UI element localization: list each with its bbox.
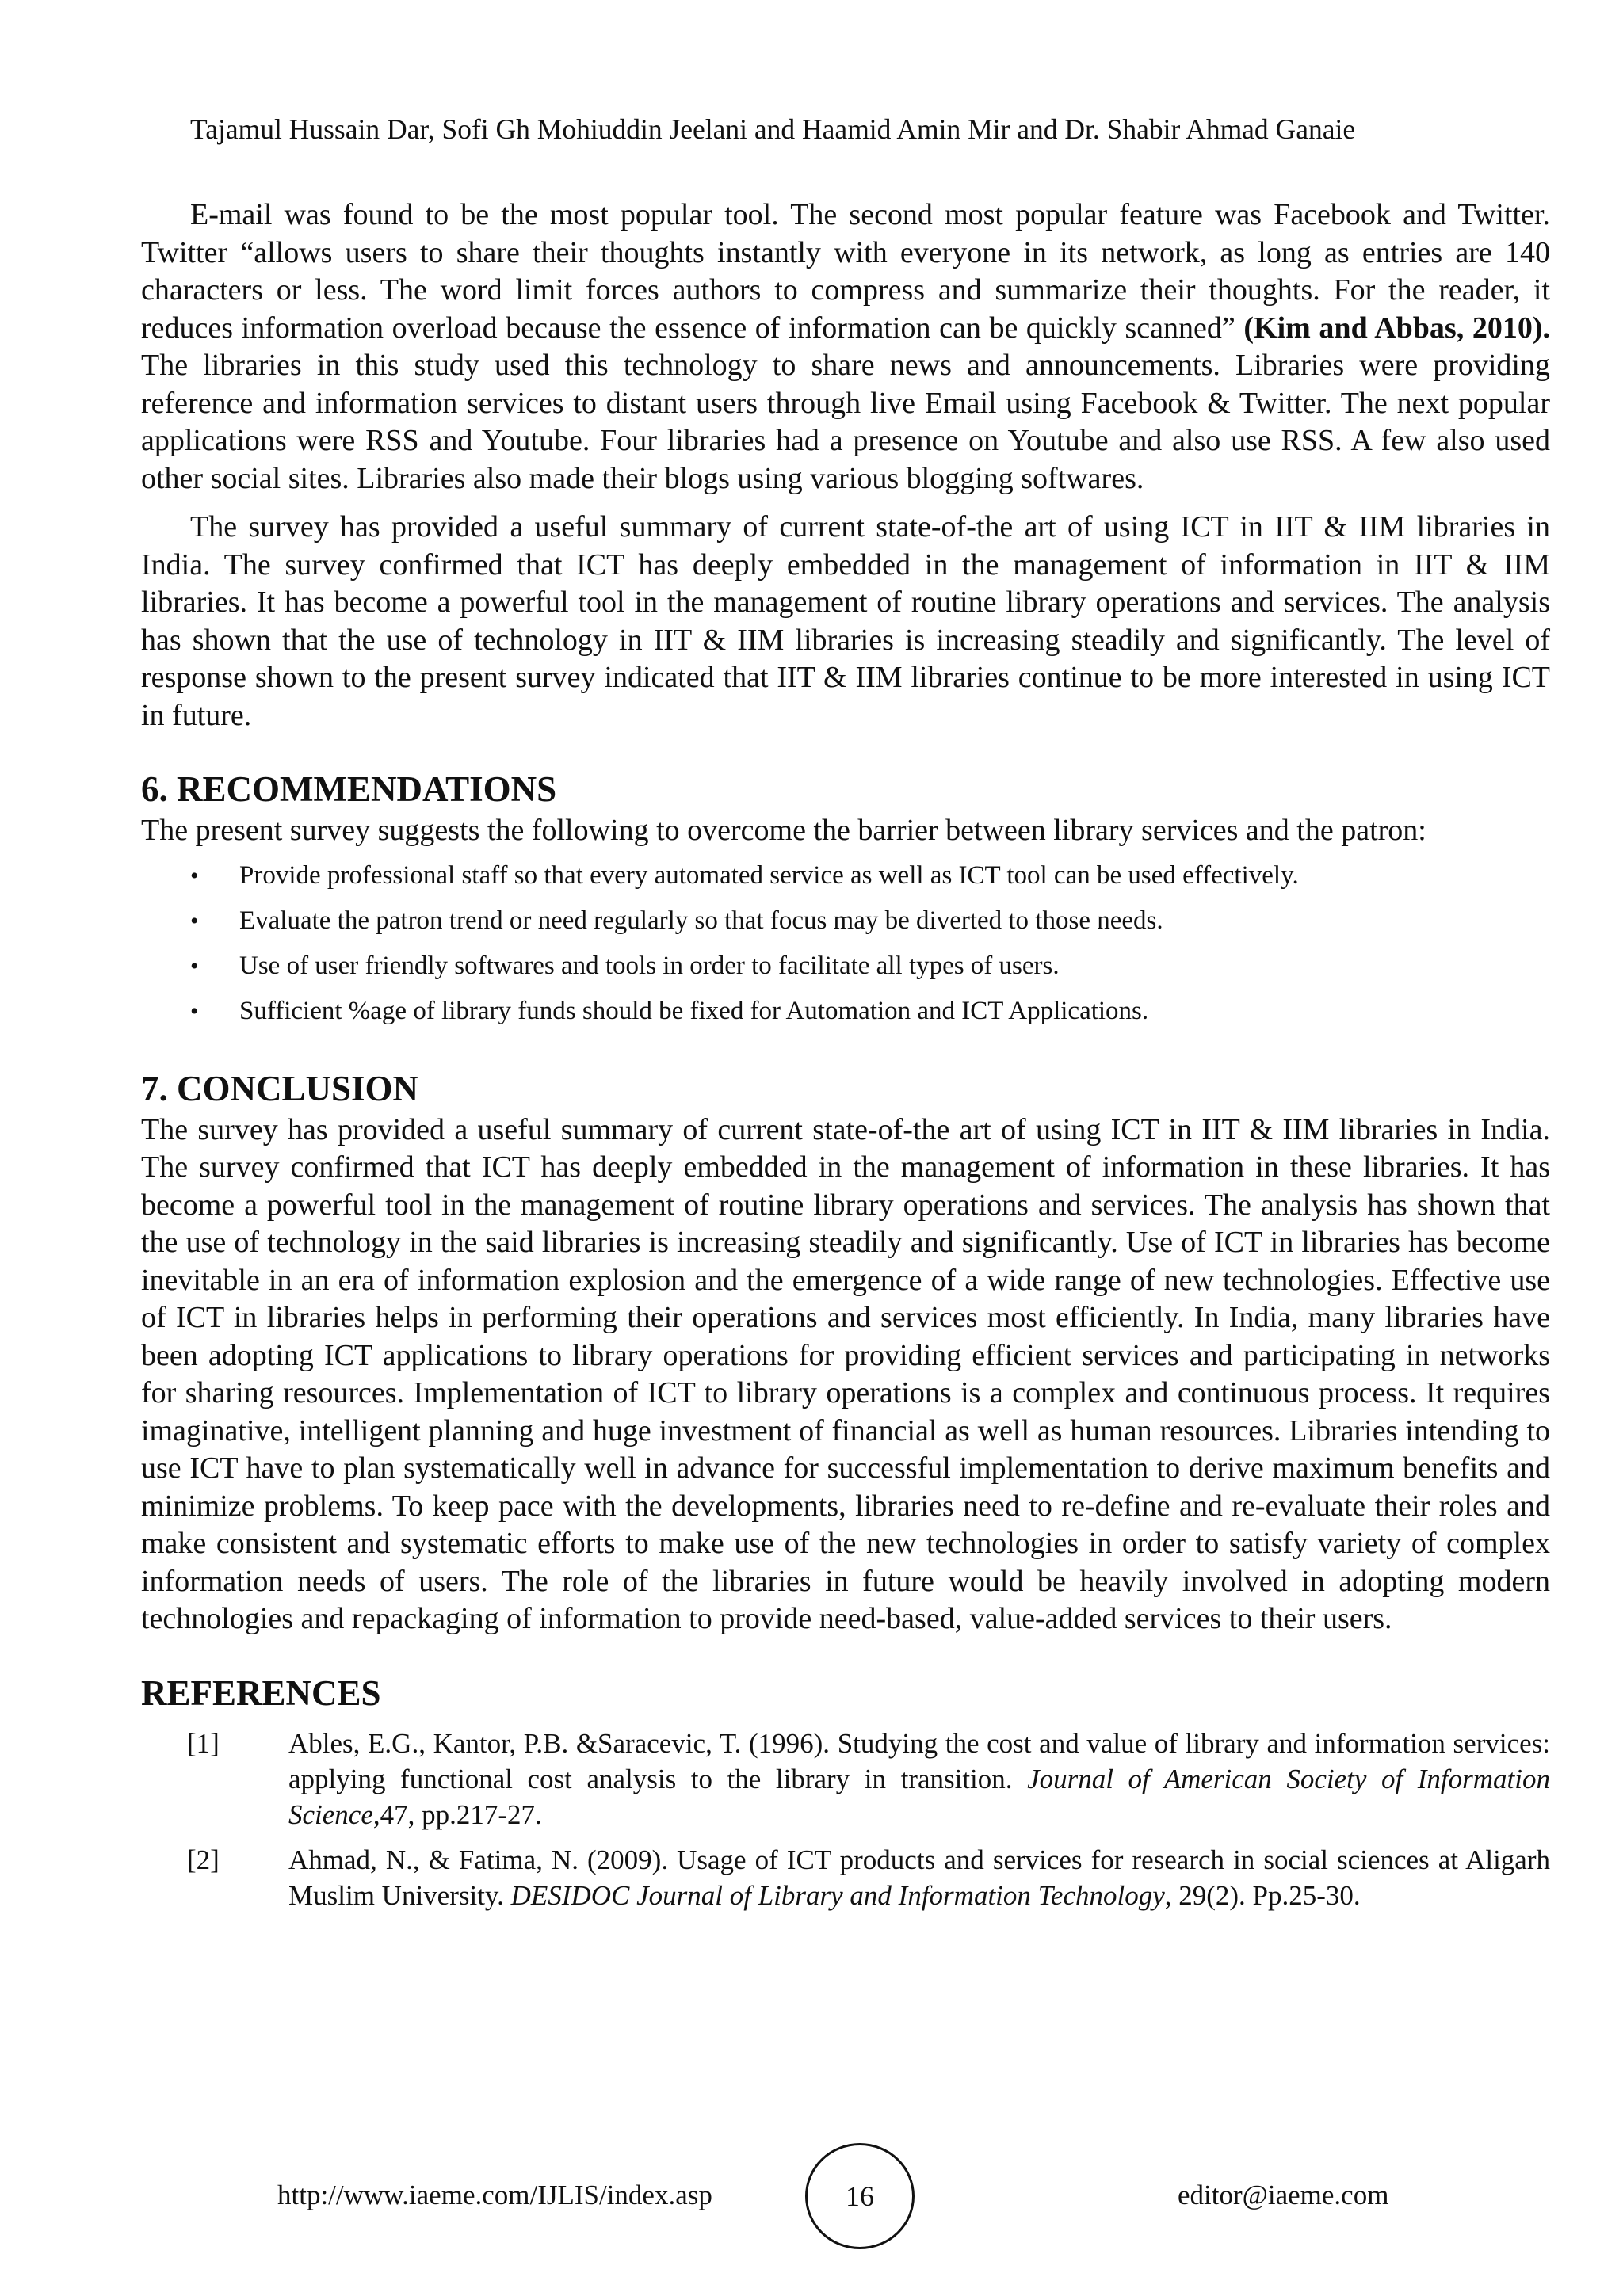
list-item — [141, 853, 1550, 898]
reference-text — [288, 1726, 1550, 1833]
list-item-text: Evaluate the patron trend or need regularly so that focus may be diverted to those needs. — [239, 906, 1163, 935]
recommendations-list — [141, 853, 1550, 1034]
reference-text — [288, 1842, 1550, 1913]
bullet-icon: • — [190, 862, 199, 889]
reference-journal: DESIDOC Journal of Library and Information Technology — [510, 1879, 1165, 1911]
recommendations-lead: The present survey suggests the following to overcome the barrier between library services and the patron: — [141, 814, 1426, 847]
list-item-text: Sufficient %age of library funds should be fixed for Automation and ICT Applications. — [239, 996, 1149, 1025]
reference-volume-pages: ,47, pp.217-27. — [372, 1798, 542, 1830]
reference-authors-title: Ables, E.G., Kantor, P.B. &Saracevic, T. (1996). Studying the cost and value of library and information services: applying functional cost analysis to the library in transition. — [288, 1727, 1550, 1794]
intro-text-b: The libraries in this study used this technology to share news and announcements. Libraries were providing reference and information services to distant users through live Email using Facebook & Twitter. The next popular applications were RSS and Youtube. Four libraries had a presence on Youtube and also use RSS. A few also used other social sites. Libraries also made their blogs using various blogging softwares. — [141, 349, 1550, 495]
reference-journal: Journal of American Society of Information Science — [288, 1763, 1550, 1830]
intro-paragraph-1 — [141, 196, 1550, 498]
conclusion-heading: 7. CONCLUSION — [141, 1068, 419, 1108]
reference-number: [1] — [187, 1727, 220, 1759]
conclusion-paragraph: The survey has provided a useful summary of current state-of-the art of using ICT in IIT & IIM libraries in India. The survey confirmed that ICT has deeply embedded in the management of information in these libraries. It has become a powerful tool in the management of routine library operations and services. The analysis has shown that the use of technology in the said libraries is increasing steadily and significantly. Use of ICT in libraries has become inevitable in an era of information explosion and the emergence of a wide range of new technologies. Effective use of ICT in libraries helps in performing their operations and services most efficiently. In India, many libraries have been adopting ICT applications to library operations for providing efficient services and participating in networks for sharing resources. Implementation of ICT to library operations is a complex and continuous process. It requires imaginative, intelligent planning and huge investment of financial as well as human resources. Libraries intending to use ICT have to plan systematically well in advance for successful implementation to derive maximum benefits and minimize problems. To keep pace with the developments, libraries need to re-define and re-evaluate their roles and make consistent and systematic efforts to make use of the new technologies in order to satisfy variety of complex information needs of users. The role of the libraries in future would be heavily involved in adopting modern technologies and repackaging of information to provide need-based, value-added services to their users. — [141, 1112, 1550, 1635]
footer-email-link[interactable]: editor@iaeme.com — [1178, 2180, 1389, 2210]
page-number: 16 — [846, 2180, 874, 2212]
intro-paragraph-2: The survey has provided a useful summary of current state-of-the art of using ICT in IIT & IIM libraries in India. The survey confirmed that ICT has deeply embedded in the management of information in IIT & IIM libraries. It has become a powerful tool in the management of routine library operations and services. The analysis has shown that the use of technology in IIT & IIM libraries is increasing steadily and significantly. The level of response shown to the present survey indicated that IIT & IIM libraries continue to be more interested in using ICT in future. — [141, 510, 1550, 732]
reference-item — [141, 1842, 1550, 1913]
page-number-badge — [805, 2143, 915, 2249]
footer-url-link[interactable]: http://www.iaeme.com/IJLIS/index.asp — [277, 2180, 712, 2210]
bullet-icon: • — [190, 907, 199, 934]
bullet-icon: • — [190, 952, 199, 979]
list-item-text: Use of user friendly softwares and tools in order to facilitate all types of users. — [239, 951, 1060, 980]
citation-kim-abbas: (Kim and Abbas, 2010). — [1243, 311, 1550, 345]
references-heading: REFERENCES — [141, 1672, 381, 1713]
reference-item — [141, 1726, 1550, 1833]
reference-volume-pages: , 29(2). Pp.25-30. — [1164, 1879, 1361, 1911]
reference-authors-title: Ahmad, N., & Fatima, N. (2009). Usage of ICT products and services for research in social sciences at Aligarh Muslim University. — [288, 1844, 1550, 1911]
reference-number: [2] — [187, 1844, 220, 1875]
recommendations-heading: 6. RECOMMENDATIONS — [141, 769, 557, 809]
intro-text-a: E-mail was found to be the most popular tool. The second most popular feature was Facebook and Twitter. Twitter “allows users to share their thoughts instantly with everyone in its network, as long as entries are 140 characters or less. The word limit forces authors to compress and summarize their thoughts. For the reader, it reduces information overload because the essence of information can be quickly scanned” — [141, 198, 1550, 345]
list-item — [141, 944, 1550, 989]
bullet-icon: • — [190, 997, 199, 1024]
page — [141, 0, 1550, 2296]
body-text — [141, 196, 1550, 1913]
running-header: Tajamul Hussain Dar, Sofi Gh Mohiuddin Jeelani and Haamid Amin Mir and Dr. Shabir Ahmad Ganaie — [190, 113, 1356, 145]
list-item-text: Provide professional staff so that every automated service as well as ICT tool can be used effectively. — [239, 860, 1299, 890]
list-item — [141, 898, 1550, 944]
page-footer — [141, 2143, 1550, 2254]
list-item — [141, 989, 1550, 1034]
